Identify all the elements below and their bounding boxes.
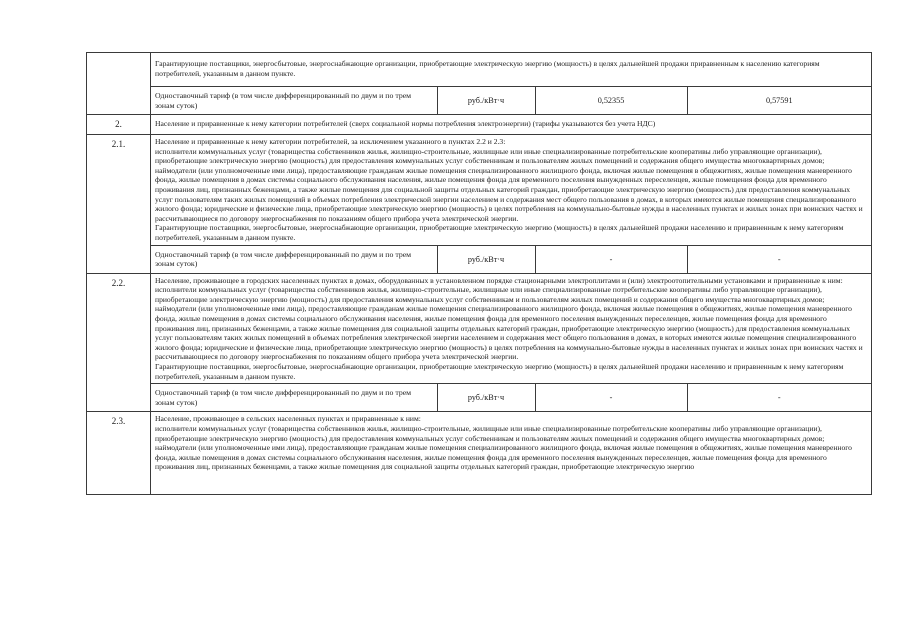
row-description <box>151 135 871 245</box>
tariff-value-first-half: - <box>535 384 687 412</box>
tariff-label: Одноставочный тариф (в том числе дифференцированный по двум и по трем зонам суток) <box>151 245 437 273</box>
paragraph: исполнители коммунальных услуг (товарищества собственников жилья, жилищно-строительные, жилищные или иные специализированные потребительские кооперативы либо управляющие организации), приобретающие электрическую энергию (мощность) для предоставления коммунальных услуг собственникам и пользователям жилых помещений и содержания общего имущества многоквартирных домов; наймодатели (или уполномоченные ими лица), предоставляющие гражданам жилые помещения специализированного жилищного фонда, включая жилые помещения в общежитиях, жилые помещения маневренного фонда, жилые помещения в домах системы социального обслуживания населения, жилые помещения фонда для временного поселения вынужденных переселенцев, жилые помещения фонда для временного проживания лиц, признанных беженцами, а также жилые помещения для социальной защиты отдельных категорий граждан, приобретающие электрическую энергию (мощность) для предоставления коммунальных услуг пользователям таких жилых помещений в объемах потребления электрической энергии населением и содержания мест общего пользования в домах, в которых имеются жилые помещения специализированного жилого фонда; юридические и физические лица, приобретающие электрическую энергию (мощность) в целях потребления на коммунально-бытовые нужды в населенных пунктах и жилых зонах при воинских частях и рассчитывающиеся по договору энергоснабжения по показаниям общего прибора учета электрической энергии. <box>155 285 863 362</box>
tariff-label: Одноставочный тариф (в том числе дифференцированный по двум и по трем зонам суток) <box>151 384 437 412</box>
tariff-value-second-half: - <box>687 384 871 412</box>
row-number: 2.3. <box>87 412 151 495</box>
tariff-unit: руб./кВт·ч <box>437 87 535 115</box>
row-number: 2.2. <box>87 273 151 412</box>
paragraph: Население, проживающее в сельских населенных пунктах и приравненные к ним: <box>155 414 421 424</box>
paragraph: Население, проживающее в городских населенных пунктах в домах, оборудованных в установленном порядке стационарными электроплитами и (или) электроотопительными установками и приравненные к ним: <box>155 275 843 285</box>
table-row <box>87 53 872 115</box>
tariff-value-second-half: - <box>687 245 871 273</box>
row-number: 2. <box>87 115 151 135</box>
table-row <box>87 412 872 495</box>
tariff-subtable <box>151 383 871 411</box>
tariff-unit: руб./кВт·ч <box>437 384 535 412</box>
row-description <box>151 412 871 494</box>
row-description: Гарантирующие поставщики, энергосбытовые, энергоснабжающие организации, приобретающие электрическую энергию (мощность) в целях дальнейшей продажи приравненным к населению категориям потребителей, указанным в данном пункте. <box>155 59 820 78</box>
tariff-value-first-half: - <box>535 245 687 273</box>
tariff-subtable <box>151 245 871 273</box>
tariff-unit: руб./кВт·ч <box>437 245 535 273</box>
table-row <box>87 273 872 412</box>
paragraph: Гарантирующие поставщики, энергосбытовые, энергоснабжающие организации, приобретающие электрическую энергию (мощность) в целях дальнейшей продажи населению и приравненным к нему категориям потребителей, указанным в данном пункте. <box>155 362 844 381</box>
row-number: 2.1. <box>87 134 151 273</box>
tariff-label: Одноставочный тариф (в том числе дифференцированный по двум и по трем зонам суток) <box>151 87 437 115</box>
table-row <box>87 134 872 273</box>
tariff-table <box>86 52 872 495</box>
table-row <box>87 115 872 135</box>
tariff-document-page <box>86 52 872 640</box>
paragraph: Население и приравненные к нему категории потребителей, за исключением указанного в пунктах 2.2 и 2.3: <box>155 136 506 146</box>
row-description: Население и приравненные к нему категории потребителей (сверх социальной нормы потребления электроэнергии) (тарифы указываются без учета НДС) <box>151 115 872 135</box>
row-description <box>151 274 871 384</box>
row-number-cell <box>87 53 151 115</box>
paragraph: исполнители коммунальных услуг (товарищества собственников жилья, жилищно-строительные, жилищные или иные специализированные потребительские кооперативы либо управляющие организации), приобретающие электрическую энергию (мощность) для предоставления коммунальных услуг собственникам и пользователям жилых помещений и содержания общего имущества многоквартирных домов; наймодатели (или уполномоченные ими лица), предоставляющие гражданам жилые помещения специализированного жилищного фонда, включая жилые помещения в общежитиях, жилые помещения маневренного фонда, жилые помещения в домах системы социального обслуживания населения, жилые помещения фонда для временного поселения вынужденных переселенцев, жилые помещения фонда для временного проживания лиц, признанных беженцами, а также жилые помещения для социальной защиты отдельных категорий граждан, приобретающие электрическую энергию (мощность) для предоставления коммунальных услуг пользователям таких жилых помещений в объемах потребления электрической энергии населением и содержания мест общего пользования в домах, в которых имеются жилые помещения специализированного жилого фонда; юридические и физические лица, приобретающие электрическую энергию (мощность) в целях потребления на коммунально-бытовые нужды в населенных пунктах и жилых зонах при воинских частях и рассчитывающиеся по договору энергоснабжения по показаниям общего прибора учета электрической энергии. <box>155 146 863 223</box>
paragraph: исполнители коммунальных услуг (товарищества собственников жилья, жилищно-строительные, жилищные или иные специализированные потребительские кооперативы либо управляющие организации), приобретающие электрическую энергию (мощность) для предоставления коммунальных услуг собственникам и пользователям жилых помещений и содержания общего имущества многоквартирных домов; наймодатели (или уполномоченные ими лица), предоставляющие гражданам жилые помещения специализированного жилищного фонда, включая жилые помещения в общежитиях, жилые помещения маневренного фонда, жилые помещения в домах системы социального обслуживания населения, жилые помещения фонда для временного поселения вынужденных переселенцев, жилые помещения фонда для временного проживания лиц, признанных беженцами, а также жилые помещения для социальной защиты отдельных категорий граждан, приобретающие электрическую энергию <box>155 424 852 472</box>
paragraph: Гарантирующие поставщики, энергосбытовые, энергоснабжающие организации, приобретающие электрическую энергию (мощность) в целях дальнейшей продажи населению и приравненным к нему категориям потребителей, указанным в данном пункте. <box>155 223 844 242</box>
tariff-value-first-half: 0,52355 <box>535 87 687 115</box>
tariff-subtable <box>151 86 871 114</box>
tariff-value-second-half: 0,57591 <box>687 87 871 115</box>
